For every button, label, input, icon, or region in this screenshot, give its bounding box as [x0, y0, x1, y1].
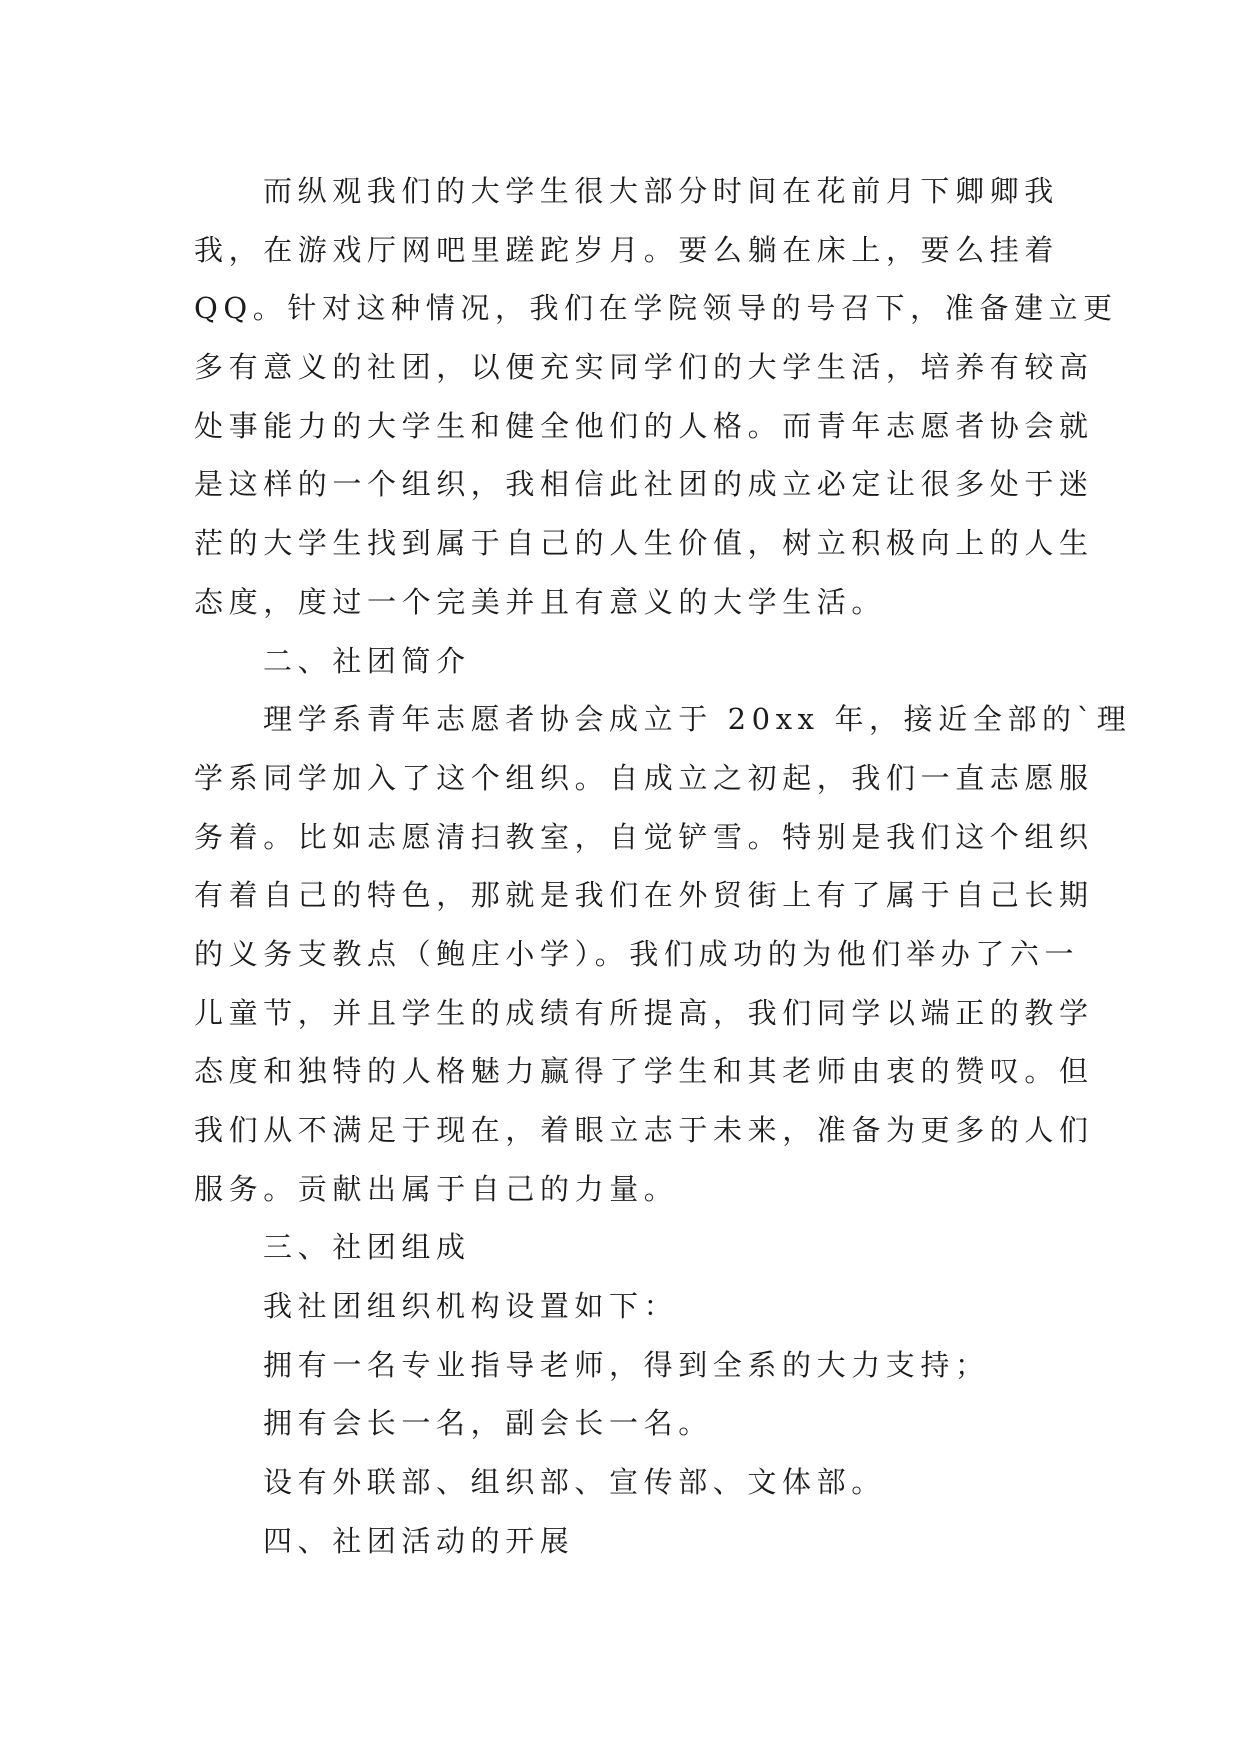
paragraph-line: 我们从不满足于现在，着眼立志于未来，准备为更多的人们	[194, 1113, 1094, 1147]
paragraph-line: 服务。贡献出属于自己的力量。	[194, 1171, 679, 1206]
paragraph-line: 我，在游戏厅网吧里蹉跎岁月。要么躺在床上，要么挂着	[194, 232, 1060, 267]
club-intro-paragraph	[194, 690, 1132, 1218]
paragraph-line: 学系同学加入了这个组织。自成立之初起，我们一直志愿服	[194, 760, 1094, 795]
intro-paragraph	[194, 162, 1118, 632]
paragraph-line: 有着自己的特色，那就是我们在外贸街上有了属于自己长期	[194, 878, 1094, 913]
document-body	[194, 162, 1132, 1571]
paragraph-line: 态度，度过一个完美并且有意义的大学生活。	[194, 584, 887, 619]
paragraph-line: 儿童节，并且学生的成绩有所提高，我们同学以端正的教学	[194, 995, 1094, 1030]
list-item: 设有外联部、组织部、宣传部、文体部。	[263, 1465, 886, 1500]
section-heading-club-activities: 四、社团活动的开展	[263, 1523, 575, 1558]
paragraph-line: 多有意义的社团，以便充实同学们的大学生活，培养有较高	[194, 350, 1094, 385]
paragraph-line: 茫的大学生找到属于自己的人生价值，树立积极向上的人生	[194, 526, 1094, 561]
paragraph-line: 而纵观我们的大学生很大部分时间在花前月下卿卿我	[263, 174, 1059, 208]
paragraph-line: 态度和独特的人格魅力赢得了学生和其老师由衷的赞叹。但	[194, 1054, 1094, 1089]
paragraph-line: QQ。针对这种情况，我们在学院领导的号召下，准备建立更	[194, 291, 1118, 326]
paragraph-line: 务着。比如志愿清扫教室，自觉铲雪。特别是我们这个组织	[194, 819, 1094, 854]
paragraph-line: 理学系青年志愿者协会成立于 20xx 年，接近全部的`理	[263, 702, 1132, 737]
section-heading-club-intro: 二、社团简介	[263, 643, 471, 678]
paragraph-line: 是这样的一个组织，我相信此社团的成立必定让很多处于迷	[194, 467, 1094, 502]
club-composition-list	[194, 1277, 1074, 1512]
paragraph-line: 的义务支教点（鲍庄小学）。我们成功的为他们举办了六一	[194, 936, 1080, 971]
paragraph-line: 处事能力的大学生和健全他们的人格。而青年志愿者协会就	[194, 408, 1094, 443]
list-item: 拥有会长一名，副会长一名。	[263, 1406, 713, 1441]
section-heading-club-composition: 三、社团组成	[263, 1230, 471, 1265]
list-item: 我社团组织机构设置如下：	[263, 1289, 679, 1324]
list-item: 拥有一名专业指导老师，得到全系的大力支持；	[263, 1347, 990, 1382]
